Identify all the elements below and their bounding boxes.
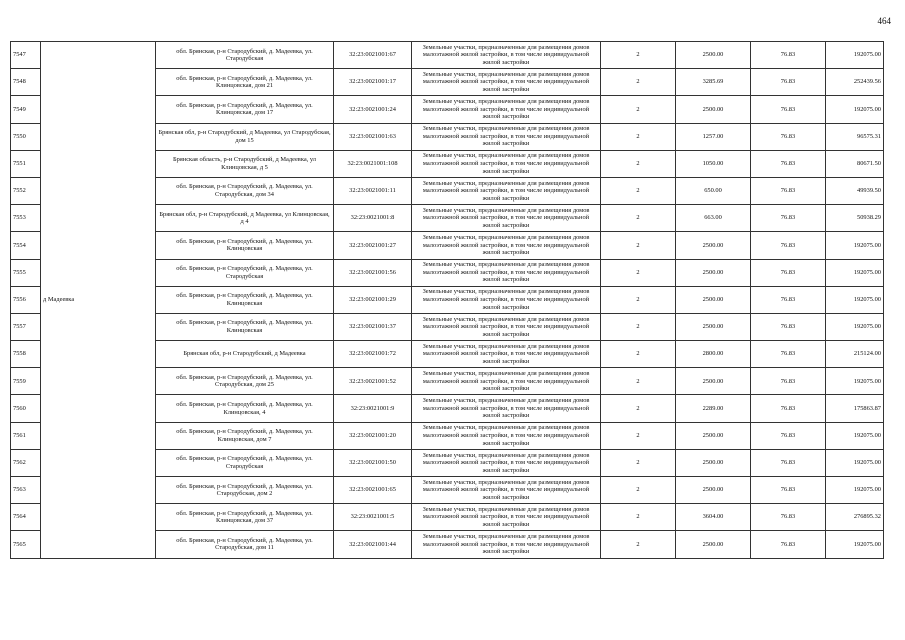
cadastral-number-cell: 32:23:0021001:27 bbox=[334, 232, 412, 259]
cadastral-number-cell: 32:23:0021001:56 bbox=[334, 259, 412, 286]
specific-value-cell: 76.83 bbox=[751, 259, 826, 286]
area-cell: 663.00 bbox=[676, 205, 751, 232]
row-number-cell: 7555 bbox=[11, 259, 41, 286]
specific-value-cell: 76.83 bbox=[751, 69, 826, 96]
cadastral-number-cell: 32:23:0021001:20 bbox=[334, 422, 412, 449]
cadastral-number-cell: 32:23:0021001:29 bbox=[334, 286, 412, 313]
land-registry-table bbox=[10, 41, 884, 559]
category-cell: 2 bbox=[601, 232, 676, 259]
area-cell: 2500.00 bbox=[676, 449, 751, 476]
cadastral-value-cell: 192075.00 bbox=[826, 531, 884, 558]
category-cell: 2 bbox=[601, 313, 676, 340]
category-cell: 2 bbox=[601, 205, 676, 232]
area-cell: 2800.00 bbox=[676, 341, 751, 368]
cadastral-number-cell: 32:23:0021001:24 bbox=[334, 96, 412, 123]
specific-value-cell: 76.83 bbox=[751, 395, 826, 422]
land-use-cell: Земельные участки, предназначенные для размещения домов малоэтажной жилой застройки, в том числе индивидуальной жилой застройки bbox=[412, 96, 601, 123]
row-number-cell: 7554 bbox=[11, 232, 41, 259]
cadastral-value-cell: 192075.00 bbox=[826, 286, 884, 313]
cadastral-value-cell: 252439.56 bbox=[826, 69, 884, 96]
cadastral-number-cell: 32:23:0021001:72 bbox=[334, 341, 412, 368]
cadastral-number-cell: 32:23:0021001:11 bbox=[334, 177, 412, 204]
cadastral-value-cell: 192075.00 bbox=[826, 232, 884, 259]
area-cell: 1257.00 bbox=[676, 123, 751, 150]
area-cell: 2500.00 bbox=[676, 368, 751, 395]
category-cell: 2 bbox=[601, 341, 676, 368]
cadastral-number-cell: 32:23:0021001:65 bbox=[334, 477, 412, 504]
specific-value-cell: 76.83 bbox=[751, 313, 826, 340]
area-cell: 2500.00 bbox=[676, 232, 751, 259]
land-use-cell: Земельные участки, предназначенные для размещения домов малоэтажной жилой застройки, в том числе индивидуальной жилой застройки bbox=[412, 150, 601, 177]
area-cell: 2500.00 bbox=[676, 259, 751, 286]
category-cell: 2 bbox=[601, 395, 676, 422]
cadastral-number-cell: 32:23:0021001:17 bbox=[334, 69, 412, 96]
cadastral-value-cell: 96575.31 bbox=[826, 123, 884, 150]
table-row bbox=[11, 42, 884, 69]
cadastral-value-cell: 192075.00 bbox=[826, 477, 884, 504]
cadastral-value-cell: 192075.00 bbox=[826, 313, 884, 340]
category-cell: 2 bbox=[601, 123, 676, 150]
area-cell: 2500.00 bbox=[676, 42, 751, 69]
specific-value-cell: 76.83 bbox=[751, 504, 826, 531]
address-cell: обл. Брянская, р-н Стародубский, д. Мадеевка, ул. Стародубская bbox=[156, 42, 334, 69]
row-number-cell: 7549 bbox=[11, 96, 41, 123]
row-number-cell: 7564 bbox=[11, 504, 41, 531]
cadastral-value-cell: 50938.29 bbox=[826, 205, 884, 232]
land-use-cell: Земельные участки, предназначенные для размещения домов малоэтажной жилой застройки, в том числе индивидуальной жилой застройки bbox=[412, 477, 601, 504]
category-cell: 2 bbox=[601, 96, 676, 123]
area-cell: 2500.00 bbox=[676, 286, 751, 313]
area-cell: 2500.00 bbox=[676, 531, 751, 558]
category-cell: 2 bbox=[601, 69, 676, 96]
category-cell: 2 bbox=[601, 477, 676, 504]
cadastral-number-cell: 32:23:0021001:5 bbox=[334, 504, 412, 531]
address-cell: обл. Брянская, р-н Стародубский, д. Мадеевка, ул. Клинцовская, дом 21 bbox=[156, 69, 334, 96]
specific-value-cell: 76.83 bbox=[751, 368, 826, 395]
land-use-cell: Земельные участки, предназначенные для размещения домов малоэтажной жилой застройки, в том числе индивидуальной жилой застройки bbox=[412, 205, 601, 232]
specific-value-cell: 76.83 bbox=[751, 341, 826, 368]
cadastral-number-cell: 32:23:0021001:44 bbox=[334, 531, 412, 558]
category-cell: 2 bbox=[601, 449, 676, 476]
land-use-cell: Земельные участки, предназначенные для размещения домов малоэтажной жилой застройки, в том числе индивидуальной жилой застройки bbox=[412, 123, 601, 150]
area-cell: 3604.00 bbox=[676, 504, 751, 531]
specific-value-cell: 76.83 bbox=[751, 477, 826, 504]
land-use-cell: Земельные участки, предназначенные для размещения домов малоэтажной жилой застройки, в том числе индивидуальной жилой застройки bbox=[412, 395, 601, 422]
row-number-cell: 7558 bbox=[11, 341, 41, 368]
land-use-cell: Земельные участки, предназначенные для размещения домов малоэтажной жилой застройки, в том числе индивидуальной жилой застройки bbox=[412, 286, 601, 313]
row-number-cell: 7550 bbox=[11, 123, 41, 150]
address-cell: обл. Брянская, р-н Стародубский, д. Мадеевка, ул. Клинцовская bbox=[156, 313, 334, 340]
row-number-cell: 7553 bbox=[11, 205, 41, 232]
specific-value-cell: 76.83 bbox=[751, 42, 826, 69]
area-cell: 2289.00 bbox=[676, 395, 751, 422]
address-cell: обл. Брянская, р-н Стародубский, д. Мадеевка, ул. Клинцовская bbox=[156, 286, 334, 313]
area-cell: 2500.00 bbox=[676, 477, 751, 504]
category-cell: 2 bbox=[601, 531, 676, 558]
specific-value-cell: 76.83 bbox=[751, 449, 826, 476]
address-cell: обл. Брянская, р-н Стародубский, д. Мадеевка, ул. Стародубская, дом 25 bbox=[156, 368, 334, 395]
address-cell: обл. Брянская, р-н Стародубский, д. Мадеевка, ул. Стародубская, дом 11 bbox=[156, 531, 334, 558]
cadastral-value-cell: 215124.00 bbox=[826, 341, 884, 368]
cadastral-value-cell: 192075.00 bbox=[826, 422, 884, 449]
row-number-cell: 7565 bbox=[11, 531, 41, 558]
address-cell: обл. Брянская, р-н Стародубский, д. Мадеевка, ул. Стародубская, дом 34 bbox=[156, 177, 334, 204]
specific-value-cell: 76.83 bbox=[751, 232, 826, 259]
cadastral-number-cell: 32:23:0021001:63 bbox=[334, 123, 412, 150]
address-cell: обл. Брянская, р-н Стародубский, д. Мадеевка, ул. Клинцовская, дом 17 bbox=[156, 96, 334, 123]
area-cell: 2500.00 bbox=[676, 96, 751, 123]
row-number-cell: 7561 bbox=[11, 422, 41, 449]
address-cell: обл. Брянская, р-н Стародубский, д. Мадеевка, ул. Клинцовская, дом 37 bbox=[156, 504, 334, 531]
land-use-cell: Земельные участки, предназначенные для размещения домов малоэтажной жилой застройки, в том числе индивидуальной жилой застройки bbox=[412, 341, 601, 368]
cadastral-number-cell: 32:23:0021001:67 bbox=[334, 42, 412, 69]
row-number-cell: 7563 bbox=[11, 477, 41, 504]
address-cell: обл. Брянская, р-н Стародубский, д. Мадеевка, ул. Клинцовская, 4 bbox=[156, 395, 334, 422]
land-use-cell: Земельные участки, предназначенные для размещения домов малоэтажной жилой застройки, в том числе индивидуальной жилой застройки bbox=[412, 259, 601, 286]
cadastral-value-cell: 192075.00 bbox=[826, 259, 884, 286]
address-cell: обл. Брянская, р-н Стародубский, д. Мадеевка, ул. Стародубская, дом 2 bbox=[156, 477, 334, 504]
cadastral-value-cell: 175863.87 bbox=[826, 395, 884, 422]
locality-cell: д Мадеевка bbox=[41, 42, 156, 559]
cadastral-number-cell: 32:23:0021001:37 bbox=[334, 313, 412, 340]
area-cell: 2500.00 bbox=[676, 313, 751, 340]
cadastral-number-cell: 32:23:0021001:52 bbox=[334, 368, 412, 395]
land-use-cell: Земельные участки, предназначенные для размещения домов малоэтажной жилой застройки, в том числе индивидуальной жилой застройки bbox=[412, 69, 601, 96]
cadastral-value-cell: 192075.00 bbox=[826, 449, 884, 476]
category-cell: 2 bbox=[601, 504, 676, 531]
category-cell: 2 bbox=[601, 259, 676, 286]
specific-value-cell: 76.83 bbox=[751, 422, 826, 449]
cadastral-value-cell: 80671.50 bbox=[826, 150, 884, 177]
cadastral-number-cell: 32:23:0021001:50 bbox=[334, 449, 412, 476]
row-number-cell: 7562 bbox=[11, 449, 41, 476]
address-cell: обл. Брянская, р-н Стародубский, д. Мадеевка, ул. Клинцовская bbox=[156, 232, 334, 259]
category-cell: 2 bbox=[601, 42, 676, 69]
cadastral-value-cell: 49939.50 bbox=[826, 177, 884, 204]
land-use-cell: Земельные участки, предназначенные для размещения домов малоэтажной жилой застройки, в том числе индивидуальной жилой застройки bbox=[412, 177, 601, 204]
row-number-cell: 7556 bbox=[11, 286, 41, 313]
page-number: 464 bbox=[877, 16, 891, 26]
land-use-cell: Земельные участки, предназначенные для размещения домов малоэтажной жилой застройки, в том числе индивидуальной жилой застройки bbox=[412, 42, 601, 69]
area-cell: 2500.00 bbox=[676, 422, 751, 449]
address-cell: обл. Брянская, р-н Стародубский, д. Мадеевка, ул. Клинцовская, дом 7 bbox=[156, 422, 334, 449]
category-cell: 2 bbox=[601, 422, 676, 449]
specific-value-cell: 76.83 bbox=[751, 205, 826, 232]
land-use-cell: Земельные участки, предназначенные для размещения домов малоэтажной жилой застройки, в том числе индивидуальной жилой застройки bbox=[412, 313, 601, 340]
cadastral-number-cell: 32:23:0021001:108 bbox=[334, 150, 412, 177]
cadastral-value-cell: 192075.00 bbox=[826, 42, 884, 69]
table-body bbox=[11, 42, 884, 559]
area-cell: 3285.69 bbox=[676, 69, 751, 96]
specific-value-cell: 76.83 bbox=[751, 123, 826, 150]
row-number-cell: 7552 bbox=[11, 177, 41, 204]
land-use-cell: Земельные участки, предназначенные для размещения домов малоэтажной жилой застройки, в том числе индивидуальной жилой застройки bbox=[412, 531, 601, 558]
area-cell: 650.00 bbox=[676, 177, 751, 204]
specific-value-cell: 76.83 bbox=[751, 531, 826, 558]
row-number-cell: 7547 bbox=[11, 42, 41, 69]
address-cell: Брянская обл, р-н Стародубский, д Мадеевка, ул Стародубская, дом 15 bbox=[156, 123, 334, 150]
category-cell: 2 bbox=[601, 368, 676, 395]
row-number-cell: 7548 bbox=[11, 69, 41, 96]
land-use-cell: Земельные участки, предназначенные для размещения домов малоэтажной жилой застройки, в том числе индивидуальной жилой застройки bbox=[412, 449, 601, 476]
specific-value-cell: 76.83 bbox=[751, 96, 826, 123]
address-cell: Брянская обл, р-н Стародубский, д Мадеевка bbox=[156, 341, 334, 368]
address-cell: Брянская обл, р-н Стародубский, д Мадеевка, ул Клинцовская, д 4 bbox=[156, 205, 334, 232]
specific-value-cell: 76.83 bbox=[751, 150, 826, 177]
area-cell: 1050.00 bbox=[676, 150, 751, 177]
address-cell: обл. Брянская, р-н Стародубский, д. Мадеевка, ул. Стародубская bbox=[156, 259, 334, 286]
category-cell: 2 bbox=[601, 177, 676, 204]
land-use-cell: Земельные участки, предназначенные для размещения домов малоэтажной жилой застройки, в том числе индивидуальной жилой застройки bbox=[412, 422, 601, 449]
land-use-cell: Земельные участки, предназначенные для размещения домов малоэтажной жилой застройки, в том числе индивидуальной жилой застройки bbox=[412, 232, 601, 259]
land-use-cell: Земельные участки, предназначенные для размещения домов малоэтажной жилой застройки, в том числе индивидуальной жилой застройки bbox=[412, 368, 601, 395]
cadastral-number-cell: 32:23:0021001:8 bbox=[334, 205, 412, 232]
address-cell: обл. Брянская, р-н Стародубский, д. Мадеевка, ул. Стародубская bbox=[156, 449, 334, 476]
row-number-cell: 7557 bbox=[11, 313, 41, 340]
specific-value-cell: 76.83 bbox=[751, 286, 826, 313]
cadastral-value-cell: 192075.00 bbox=[826, 96, 884, 123]
land-use-cell: Земельные участки, предназначенные для размещения домов малоэтажной жилой застройки, в том числе индивидуальной жилой застройки bbox=[412, 504, 601, 531]
category-cell: 2 bbox=[601, 150, 676, 177]
row-number-cell: 7559 bbox=[11, 368, 41, 395]
specific-value-cell: 76.83 bbox=[751, 177, 826, 204]
address-cell: Брянская область, р-н Стародубский, д Мадеевка, ул Клинцовская, д 5 bbox=[156, 150, 334, 177]
row-number-cell: 7560 bbox=[11, 395, 41, 422]
category-cell: 2 bbox=[601, 286, 676, 313]
cadastral-value-cell: 192075.00 bbox=[826, 368, 884, 395]
cadastral-number-cell: 32:23:0021001:9 bbox=[334, 395, 412, 422]
row-number-cell: 7551 bbox=[11, 150, 41, 177]
cadastral-value-cell: 276895.32 bbox=[826, 504, 884, 531]
